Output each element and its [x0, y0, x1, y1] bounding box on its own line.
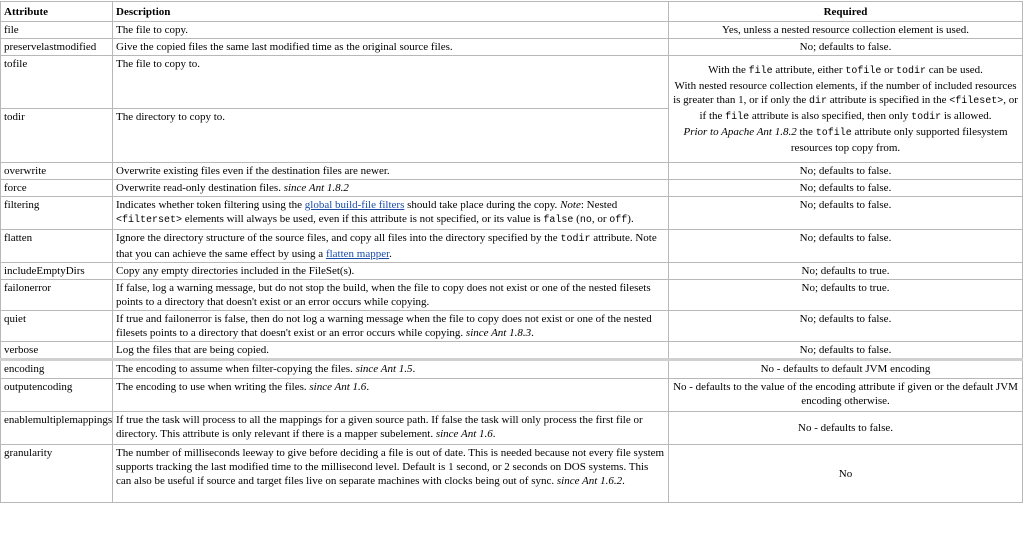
- table-row: [1, 412, 1023, 445]
- attr-required: No; defaults to true.: [669, 263, 1023, 280]
- attr-name: verbose: [1, 342, 113, 360]
- table-row: [1, 180, 1023, 197]
- table-row: [1, 263, 1023, 280]
- attr-desc: If true the task will process to all the mappings for a given source path. If false the task will only process the first file or directory. This attribute is only relevant if there is a mapper subelement. since Ant 1.6.: [113, 412, 669, 445]
- attr-required: No; defaults to false.: [669, 230, 1023, 263]
- attr-name: file: [1, 22, 113, 39]
- attr-required: No - defaults to default JVM encoding: [669, 360, 1023, 379]
- attr-desc: If true and failonerror is false, then do not log a warning message when the file to copy does not exist or one of the nested filesets points to a directory that doesn't exist or an error occurs while copying. since Ant 1.8.3.: [113, 311, 669, 342]
- attr-name: overwrite: [1, 163, 113, 180]
- header-attribute: Attribute: [1, 2, 113, 22]
- table-row: [1, 280, 1023, 311]
- attr-desc: The file to copy to.: [113, 56, 669, 109]
- attr-name: filtering: [1, 197, 113, 230]
- table-row: [1, 445, 1023, 503]
- attr-name: includeEmptyDirs: [1, 263, 113, 280]
- header-row: [1, 2, 1023, 22]
- attr-name: encoding: [1, 360, 113, 379]
- attr-desc: The file to copy.: [113, 22, 669, 39]
- attributes-table: [0, 1, 1023, 503]
- table-row: [1, 311, 1023, 342]
- header-required: Required: [669, 2, 1023, 22]
- table-row: [1, 56, 1023, 109]
- attr-name: preservelastmodified: [1, 39, 113, 56]
- attr-name: failonerror: [1, 280, 113, 311]
- attr-desc: Indicates whether token filtering using the global build-file filters should take place during the copy. Note: Nested <filterset> elements will always be used, even if this attribute is not specified, or its value is false (no, or off).: [113, 197, 669, 230]
- attr-required: No - defaults to false.: [669, 412, 1023, 445]
- attr-desc: Copy any empty directories included in the FileSet(s).: [113, 263, 669, 280]
- attr-name: granularity: [1, 445, 113, 503]
- attr-name: tofile: [1, 56, 113, 109]
- attr-name: flatten: [1, 230, 113, 263]
- attr-required: No; defaults to false.: [669, 180, 1023, 197]
- attr-desc: If false, log a warning message, but do not stop the build, when the file to copy does not exist or one of the nested filesets points to a directory that doesn't exist or an error occurs while copying.: [113, 280, 669, 311]
- attr-required: No - defaults to the value of the encoding attribute if given or the default JVM encoding otherwise.: [669, 379, 1023, 412]
- table-row: [1, 379, 1023, 412]
- attr-required: No: [669, 445, 1023, 503]
- table-row: [1, 22, 1023, 39]
- attr-name: enablemultiplemappings: [1, 412, 113, 445]
- attr-required: No; defaults to false.: [669, 163, 1023, 180]
- attr-desc: Overwrite existing files even if the destination files are newer.: [113, 163, 669, 180]
- attr-name: quiet: [1, 311, 113, 342]
- attr-required: No; defaults to true.: [669, 280, 1023, 311]
- table-row: [1, 342, 1023, 360]
- attr-required: No; defaults to false.: [669, 311, 1023, 342]
- attr-name: force: [1, 180, 113, 197]
- global-build-file-filters-link[interactable]: global build-file filters: [304, 199, 405, 211]
- attr-required: No; defaults to false.: [669, 342, 1023, 360]
- table-row: [1, 360, 1023, 379]
- attr-required: Yes, unless a nested resource collection element is used.: [669, 22, 1023, 39]
- attr-required: No; defaults to false.: [669, 197, 1023, 230]
- attr-required: With the file attribute, either tofile or todir can be used. With nested resource collection elements, if the number of included resources is greater than 1, or if only the dir attribute is specified in the <fileset>, or if the file attribute is also specified, then only todir is allowed. Prior to Apache Ant 1.8.2 the tofile attribute only supported filesystem resources top copy from.: [669, 56, 1023, 163]
- attr-desc: Give the copied files the same last modified time as the original source files.: [113, 39, 669, 56]
- table-row: [1, 197, 1023, 230]
- attr-name: todir: [1, 109, 113, 163]
- header-description: Description: [113, 2, 669, 22]
- table-row: [1, 39, 1023, 56]
- flatten-mapper-link[interactable]: flatten mapper: [325, 248, 390, 260]
- table-row: [1, 163, 1023, 180]
- attr-name: outputencoding: [1, 379, 113, 412]
- attr-desc: The encoding to use when writing the files. since Ant 1.6.: [113, 379, 669, 412]
- attr-desc: The directory to copy to.: [113, 109, 669, 163]
- table-row: [1, 230, 1023, 263]
- attr-desc: Overwrite read-only destination files. since Ant 1.8.2: [113, 180, 669, 197]
- attr-desc: The number of milliseconds leeway to give before deciding a file is out of date. This is needed because not every file system supports tracking the last modified time to the millisecond level. Default is 1 second, or 2 seconds on DOS systems. This can also be useful if source and target files live on separate machines with clocks being out of sync. since Ant 1.6.2.: [113, 445, 669, 503]
- attr-required: No; defaults to false.: [669, 39, 1023, 56]
- attr-desc: Ignore the directory structure of the source files, and copy all files into the directory specified by the todir attribute. Note that you can achieve the same effect by using a flatten mapper.: [113, 230, 669, 263]
- attr-desc: Log the files that are being copied.: [113, 342, 669, 360]
- attr-desc: The encoding to assume when filter-copying the files. since Ant 1.5.: [113, 360, 669, 379]
